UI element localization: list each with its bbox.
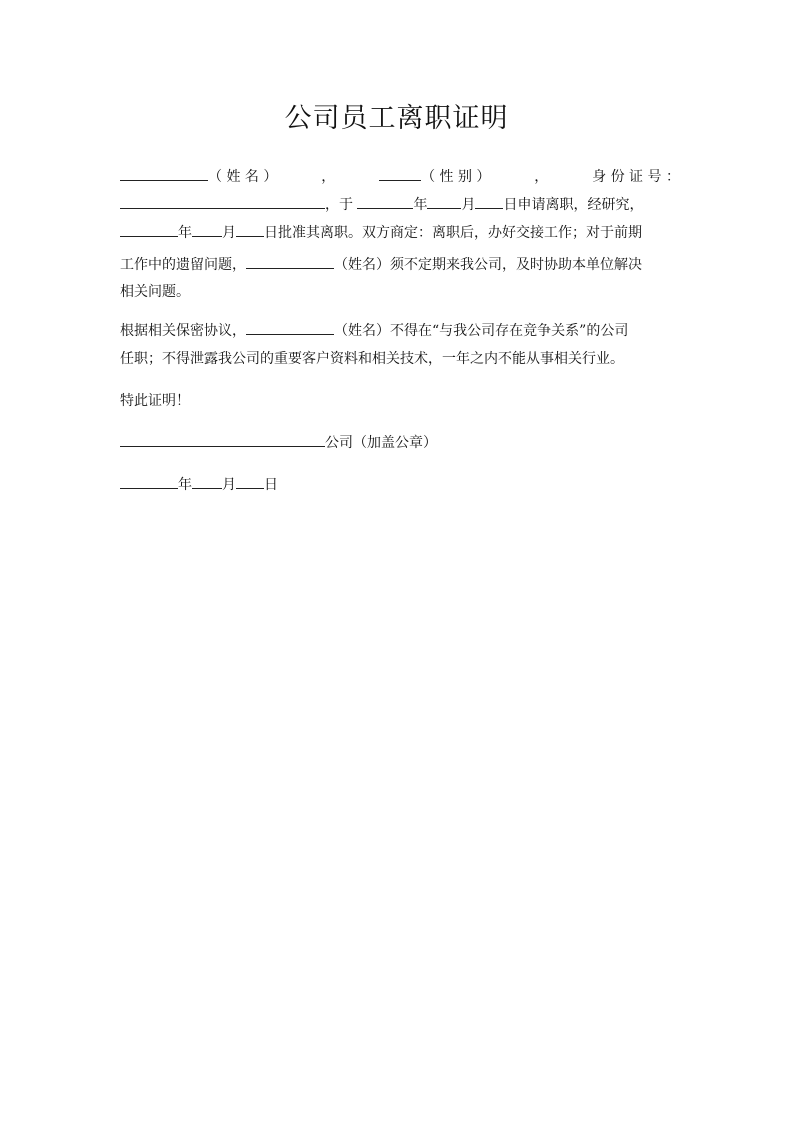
issue-suffix-text: （姓名）须不定期来我公司，及时协助本单位解决 — [334, 257, 642, 273]
comma: ， — [534, 169, 549, 185]
confidentiality-prefix-text: 根据相关保密协议， — [120, 323, 246, 339]
confidentiality-suffix-text: （姓名）不得在“与我公司存在竞争关系”的公司 — [334, 323, 629, 339]
year-text: 年 — [413, 197, 428, 213]
comma-yu-text: ，于 — [325, 197, 353, 213]
date-day-text: 日 — [264, 477, 278, 493]
date-year-blank — [120, 476, 178, 489]
closing-text: 特此证明！ — [120, 393, 190, 409]
approve-month-blank — [192, 224, 222, 237]
para1-line4 — [120, 256, 680, 274]
id-number-blank — [120, 196, 325, 209]
para2-line1 — [120, 322, 680, 340]
apply-year-blank — [357, 196, 413, 209]
approve-day-blank — [236, 224, 264, 237]
name-blank — [120, 168, 208, 181]
para2-line2: 任职；不得泄露我公司的重要客户资料和相关技术，一年之内不能从事相关行业。 — [120, 351, 624, 367]
company-name-blank — [120, 434, 325, 447]
signature-date-line — [120, 476, 680, 494]
date-month-blank — [192, 476, 222, 489]
para1-line5: 相关问题。 — [120, 284, 190, 300]
month-text: 月 — [222, 225, 236, 241]
apply-text: 日申请离职，经研究， — [503, 197, 644, 213]
id-number-group — [120, 196, 643, 214]
company-signature-line — [120, 434, 680, 452]
para1-line2 — [120, 196, 680, 214]
comma: ， — [321, 169, 336, 185]
confidentiality-name-blank — [246, 322, 334, 335]
gender-group — [379, 168, 490, 186]
company-suffix-text: 公司（加盖公章） — [325, 435, 437, 451]
name-group — [120, 168, 277, 186]
month-text: 月 — [461, 197, 476, 213]
apply-day-blank — [475, 196, 503, 209]
issue-prefix-text: 工作中的遗留问题， — [120, 257, 246, 273]
approve-year-blank — [120, 224, 178, 237]
para1-line1 — [120, 168, 680, 186]
date-year-text: 年 — [178, 477, 192, 493]
gender-label: （ 性 别 ） — [421, 169, 491, 185]
year-text: 年 — [178, 225, 192, 241]
assist-name-blank — [246, 256, 334, 269]
gender-blank — [379, 168, 421, 181]
approve-text: 日批准其离职。双方商定：离职后，办好交接工作；对于前期 — [264, 225, 642, 241]
para1-line3 — [120, 224, 680, 242]
apply-month-blank — [427, 196, 461, 209]
document-title: 公司员工离职证明 — [284, 103, 509, 134]
id-label: 身 份 证 号 ： — [592, 169, 680, 185]
date-month-text: 月 — [222, 477, 236, 493]
name-label: （ 姓 名 ） — [208, 169, 278, 185]
date-day-blank — [236, 476, 264, 489]
